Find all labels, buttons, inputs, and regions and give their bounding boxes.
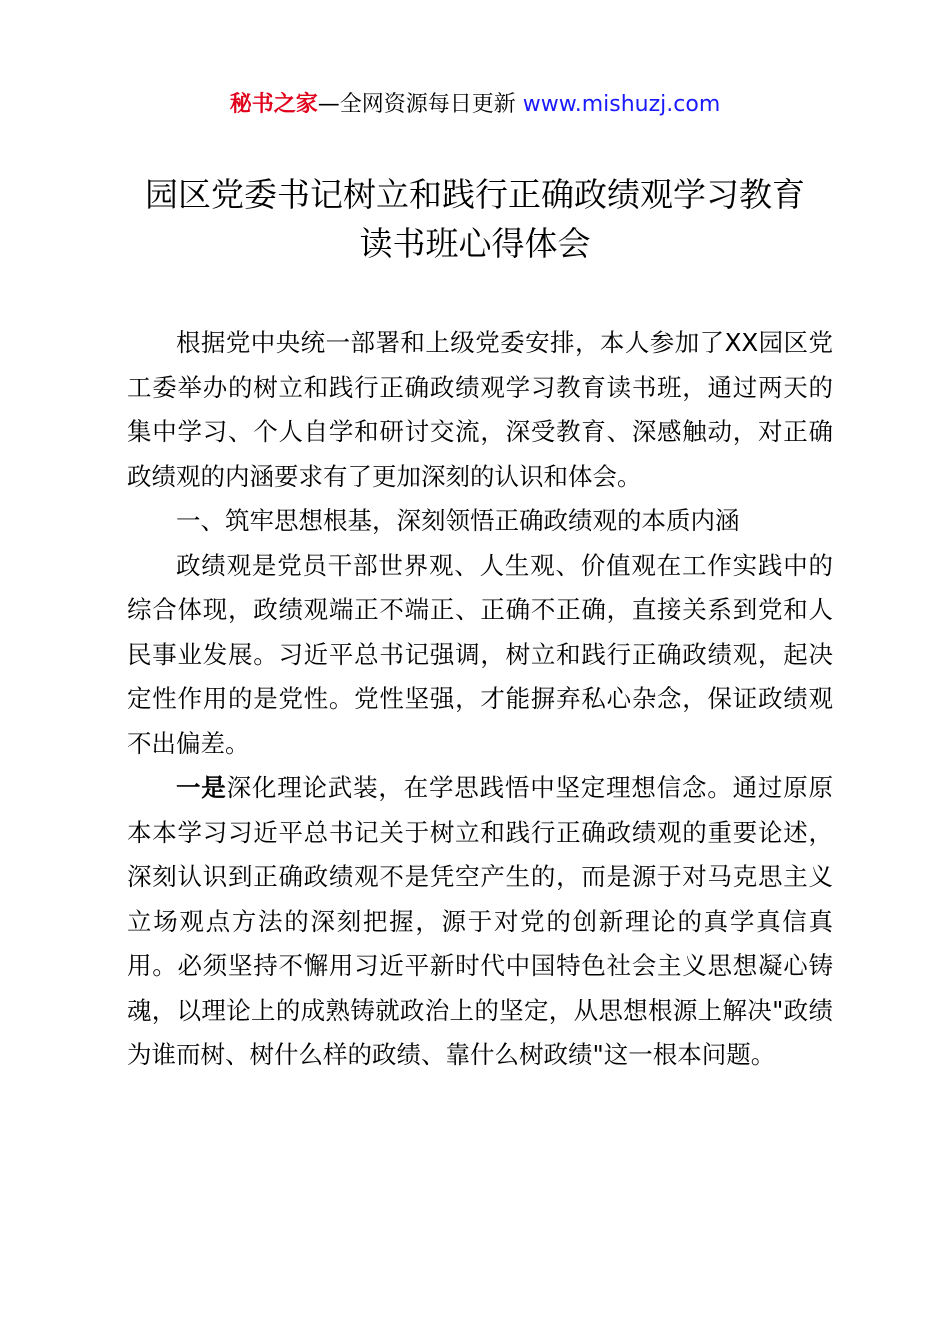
paragraph-lead-bold: 一是	[176, 773, 227, 802]
document-title	[100, 170, 850, 268]
document-body	[127, 321, 833, 1078]
title-line-2: 读书班心得体会	[359, 224, 591, 263]
section-heading-1: 一、筑牢思想根基，深刻领悟正确政绩观的本质内涵	[176, 506, 740, 535]
site-url-link[interactable]: www.mishuzj.com	[522, 92, 721, 117]
site-header	[0, 88, 950, 122]
body-paragraph-2: 政绩观是党员干部世界观、人生观、价值观在工作实践中的综合体现，政绩观端正不端正、正确不正确，直接关系到党和人民事业发展。习近平总书记强调，树立和践行正确政绩观，起决定性作用的是党性。党性坚强，才能摒弃私心杂念，保证政绩观不出偏差。	[127, 550, 833, 758]
paragraph-3-text: 深化理论武装，在学思践悟中坚定理想信念。通过原原本本学习习近平总书记关于树立和践行正确政绩观的重要论述，深刻认识到正确政绩观不是凭空产生的，而是源于对马克思主义立场观点方法的深刻把握，源于对党的创新理论的真学真信真用。必须坚持不懈用习近平新时代中国特色社会主义思想凝心铸魂，以理论上的成熟铸就政治上的坚定，从思想根源上解决"政绩为谁而树、树什么样的政绩、靠什么树政绩"这一根本问题。	[127, 773, 834, 1069]
intro-paragraph: 根据党中央统一部署和上级党委安排，本人参加了XX园区党工委举办的树立和践行正确政绩观学习教育读书班，通过两天的集中学习、个人自学和研讨交流，深受教育、深感触动，对正确政绩观的内涵要求有了更加深刻的认识和体会。	[127, 328, 833, 491]
title-line-1: 园区党委书记树立和践行正确政绩观学习教育	[145, 175, 805, 214]
header-tagline: —全网资源每日更新	[317, 92, 523, 117]
body-paragraph-3	[127, 766, 833, 1078]
brand-name: 秘书之家	[229, 92, 318, 117]
